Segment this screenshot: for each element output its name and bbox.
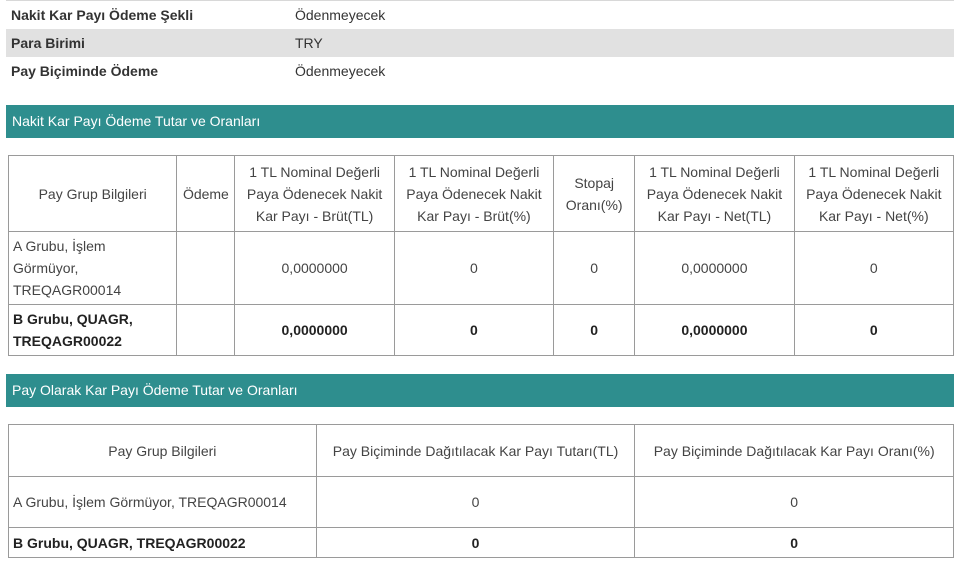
table-cell: 0 [394, 232, 553, 305]
table-cell [177, 305, 235, 356]
info-value: Ödenmeyecek [290, 1, 954, 30]
column-header: 1 TL Nominal Değerli Paya Ödenecek Nakit Kar Payı - Brüt(TL) [235, 156, 394, 232]
table-header-row [9, 156, 954, 232]
table-cell: 0 [554, 305, 635, 356]
dividend-info-table [6, 0, 954, 85]
table-cell: 0,0000000 [235, 305, 394, 356]
info-row-payment-method [6, 1, 954, 30]
info-value: TRY [290, 29, 954, 57]
column-header: Pay Biçiminde Dağıtılacak Kar Payı Tutarı(TL) [316, 425, 635, 477]
info-label: Para Birimi [6, 29, 290, 57]
info-label: Pay Biçiminde Ödeme [11, 63, 159, 79]
table-header-row [9, 425, 954, 477]
group-cell: A Grubu, İşlem Görmüyor, TREQAGR00014 [9, 232, 177, 305]
info-row-share-payment [6, 57, 954, 85]
column-header: Pay Grup Bilgileri [9, 156, 177, 232]
table-cell: 0 [394, 305, 553, 356]
table-row [9, 305, 954, 356]
table-cell: 0 [794, 232, 953, 305]
table-cell: 0 [635, 528, 954, 558]
table-cell: 0,0000000 [635, 305, 794, 356]
section-header-share-dividend: Pay Olarak Kar Payı Ödeme Tutar ve Oranları [6, 374, 954, 407]
column-header: Pay Grup Bilgileri [9, 425, 317, 477]
info-label: Nakit Kar Payı Ödeme Şekli [6, 1, 290, 30]
column-header: Stopaj Oranı(%) [554, 156, 635, 232]
info-row-currency [6, 29, 954, 57]
share-dividend-table [8, 424, 954, 558]
table-cell: 0 [316, 528, 635, 558]
column-header: 1 TL Nominal Değerli Paya Ödenecek Nakit Kar Payı - Net(TL) [635, 156, 794, 232]
column-header: 1 TL Nominal Değerli Paya Ödenecek Nakit Kar Payı - Net(%) [794, 156, 953, 232]
table-cell: 0 [554, 232, 635, 305]
column-header: Ödeme [177, 156, 235, 232]
table-cell [177, 232, 235, 305]
table-cell: 0 [635, 477, 954, 528]
column-header: 1 TL Nominal Değerli Paya Ödenecek Nakit Kar Payı - Brüt(%) [394, 156, 553, 232]
table-row [9, 477, 954, 528]
table-cell: 0,0000000 [635, 232, 794, 305]
group-cell: A Grubu, İşlem Görmüyor, TREQAGR00014 [9, 477, 317, 528]
group-cell: B Grubu, QUAGR, TREQAGR00022 [9, 305, 177, 356]
table-cell: 0,0000000 [235, 232, 394, 305]
table-row [9, 232, 954, 305]
table-cell: 0 [794, 305, 953, 356]
section-header-cash-dividend: Nakit Kar Payı Ödeme Tutar ve Oranları [6, 105, 954, 138]
column-header: Pay Biçiminde Dağıtılacak Kar Payı Oranı(%) [635, 425, 954, 477]
group-cell: B Grubu, QUAGR, TREQAGR00022 [9, 528, 317, 558]
info-value: Ödenmeyecek [295, 63, 386, 79]
table-row [9, 528, 954, 558]
cash-dividend-table [8, 155, 954, 356]
table-cell: 0 [316, 477, 635, 528]
